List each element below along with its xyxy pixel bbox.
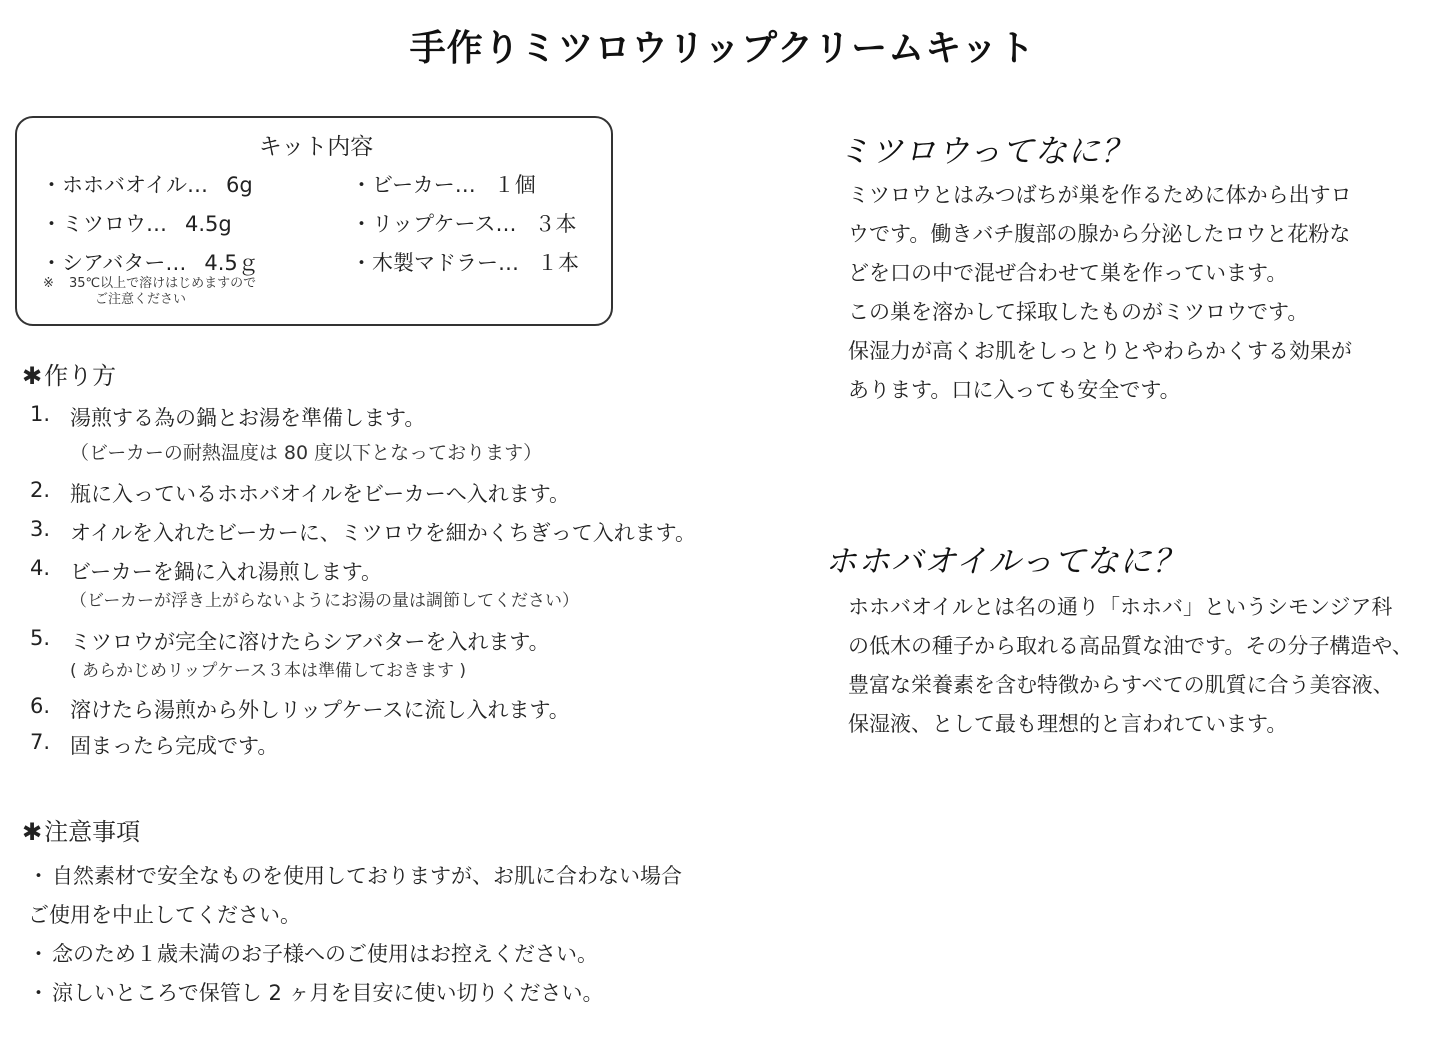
kit-item: ・シアバター… 4.5ｇ bbox=[41, 251, 259, 275]
caution-item: ・ 涼しいところで保管し 2 ヶ月を目安に使い切りください。 bbox=[28, 981, 604, 1005]
caution-item: ・ 自然素材で安全なものを使用しておりますが、お肌に合わない場合 bbox=[28, 864, 682, 888]
kit-item: ・ビーカー… １個 bbox=[351, 173, 536, 197]
kit-list-right bbox=[351, 170, 579, 287]
howto-heading: ✱作り方 bbox=[22, 362, 117, 390]
step-item: 3. オイルを入れたビーカーに、ミツロウを細かくちぎって入れます。 bbox=[30, 517, 697, 545]
step-sub: （ビーカーの耐熱温度は 80 度以下となっております） bbox=[70, 442, 543, 464]
jojoba-heading: ホホバオイルってなに？ bbox=[825, 542, 1186, 580]
step-item: 5. ミツロウが完全に溶けたらシアバターを入れます。 bbox=[30, 626, 550, 654]
beeswax-description: ミツロウとはみつばちが巣を作るために体から出すロ ウです。働きバチ腹部の腺から分泌したロウと花粉な どを口の中で混ぜ合わせて巣を作っています。 この巣を溶かして採取したものがミツロウです。 保湿力が高くお肌をしっとりとやわらかくする効果が あります。口に入っても安全です。 bbox=[848, 183, 1352, 402]
howto-steps bbox=[30, 402, 750, 766]
step-item: 2. 瓶に入っているホホバオイルをビーカーへ入れます。 bbox=[30, 478, 571, 506]
step-item: 4. ビーカーを鍋に入れ湯煎します。 bbox=[30, 556, 383, 584]
caution-item-cont: ご使用を中止してください。 bbox=[28, 903, 301, 927]
kit-item: ・リップケース… ３本 bbox=[351, 212, 577, 236]
kit-contents-box bbox=[15, 116, 613, 326]
page-title: 手作りミツロウリップクリームキット bbox=[409, 28, 1036, 69]
kit-item: ・ホホバオイル… 6g bbox=[41, 173, 253, 197]
cautions-list bbox=[28, 860, 748, 1016]
asterisk-icon: ✱ bbox=[22, 362, 43, 390]
kit-item: ・木製マドラー… １本 bbox=[351, 251, 579, 275]
kit-note: ※ 35℃以上で溶けはじめますので ご注意ください bbox=[43, 276, 257, 307]
step-sub: ( あらかじめリップケース３本は準備しておきます ) bbox=[70, 661, 467, 681]
beeswax-heading: ミツロウってなに？ bbox=[838, 132, 1134, 170]
step-item: 6. 溶けたら湯煎から外しリップケースに流し入れます。 bbox=[30, 694, 570, 722]
kit-item: ・ミツロウ… 4.5g bbox=[41, 212, 232, 236]
asterisk-icon: ✱ bbox=[22, 818, 43, 846]
step-item: 1. 湯煎する為の鍋とお湯を準備します。 bbox=[30, 402, 426, 430]
step-item: 7. 固まったら完成です。 bbox=[30, 730, 279, 758]
step-sub: （ビーカーが浮き上がらないようにお湯の量は調節してください） bbox=[70, 591, 579, 611]
jojoba-description: ホホバオイルとは名の通り「ホホバ」というシモンジア科 の低木の種子から取れる高品質な油です。その分子構造や、 豊富な栄養素を含む特徴からすべての肌質に合う美容液、 保湿液、として最も理想的と言われています。 bbox=[848, 595, 1413, 736]
kit-contents-heading: キット内容 bbox=[258, 134, 374, 160]
kit-list-left bbox=[41, 170, 259, 287]
caution-item: ・ 念のため１歳未満のお子様へのご使用はお控えください。 bbox=[28, 942, 598, 966]
cautions-heading: ✱注意事項 bbox=[22, 818, 141, 846]
